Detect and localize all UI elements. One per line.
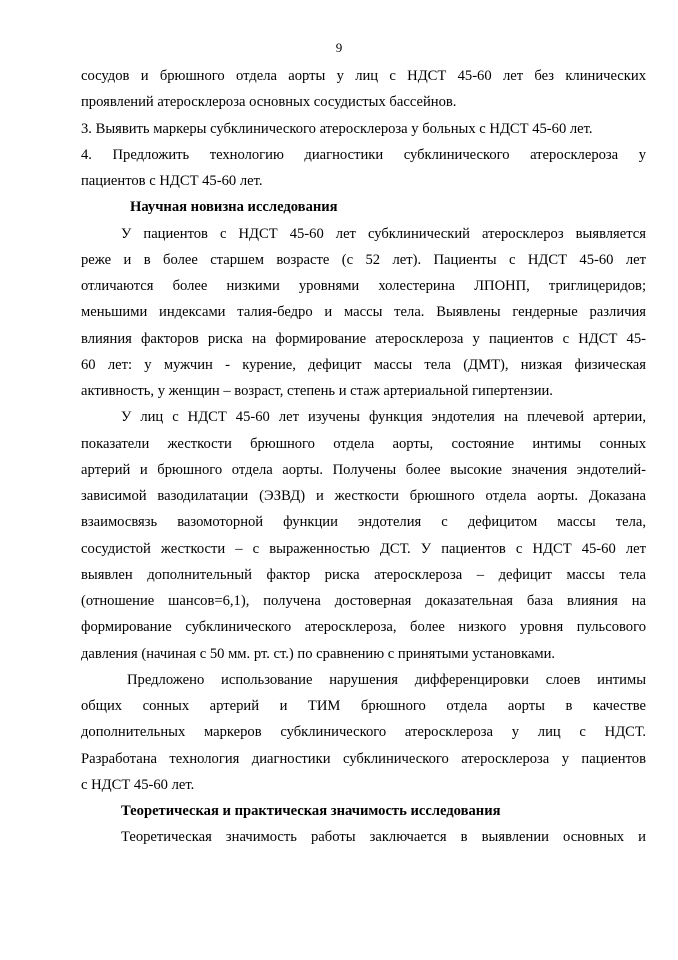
text-line: У пациентов с НДСТ 45-60 лет субклинический атеросклероз выявляется: [121, 225, 646, 242]
section-heading-significance: Теоретическая и практическая значимость исследования: [121, 803, 501, 819]
paragraph-novelty-3: [81, 667, 646, 798]
text-line: 4. Предложить технологию диагностики субклинического атеросклероза у: [81, 146, 646, 163]
text-line: сосудистой жесткости – с выраженностью ДСТ. У пациентов с НДСТ 45-60 лет: [81, 540, 646, 557]
text-line: Предложено использование нарушения дифференцировки слоев интимы: [127, 671, 646, 688]
text-line: Разработана технология диагностики субклинического атеросклероза у пациентов: [81, 750, 646, 767]
text-line: артерий и брюшного отдела аорты. Получены более высокие значения эндотелий-: [81, 461, 646, 478]
paragraph-continuation: [81, 63, 646, 116]
text-line: 3. Выявить маркеры субклинического атеросклероза у больных с НДСТ 45-60 лет.: [81, 120, 593, 137]
text-line: формирование субклинического атеросклероза, более низкого уровня пульсового: [81, 619, 646, 636]
paragraph-significance: [81, 824, 646, 850]
document-body: [81, 63, 646, 851]
text-line: общих сонных артерий и ТИМ брюшного отдела аорты в качестве: [81, 698, 646, 714]
text-line: дополнительных маркеров субклинического атеросклероза у лиц с НДСТ.: [81, 724, 646, 741]
text-line: реже и в более старшем возрасте (с 52 лет). Пациенты с НДСТ 45-60 лет: [81, 251, 646, 268]
text-line: проявлений атеросклероза основных сосудистых бассейнов.: [81, 94, 457, 111]
text-line: с НДСТ 45-60 лет.: [81, 776, 195, 793]
text-line: У лиц с НДСТ 45-60 лет изучены функция эндотелия на плечевой артерии,: [121, 409, 646, 426]
text-line: влияния факторов риска на формирование атеросклероза у пациентов с НДСТ 45-: [81, 330, 646, 347]
text-line: взаимосвязь вазомоторной функции эндотелия с дефицитом массы тела,: [81, 514, 646, 531]
list-item-3: [81, 116, 646, 142]
text-line: (отношение шансов=6,1), получена достоверная доказательная база влияния на: [81, 593, 646, 609]
text-line: 60 лет: у мужчин - курение, дефицит массы тела (ДМТ), низкая физическая: [81, 356, 646, 373]
paragraph-novelty-2: [81, 404, 646, 667]
text-line: пациентов с НДСТ 45-60 лет.: [81, 173, 263, 189]
paragraph-novelty-1: [81, 221, 646, 405]
text-line: Теоретическая значимость работы заключается в выявлении основных и: [121, 829, 646, 846]
text-line: зависимой вазодилатации (ЭЗВД) и жесткости брюшного отдела аорты. Доказана: [81, 488, 646, 504]
text-line: выявлен дополнительный фактор риска атеросклероза – дефицит массы тела: [81, 566, 646, 583]
list-item-4: [81, 142, 646, 195]
text-line: меньшими индексами талия-бедро и массы тела. Выявлены гендерные различия: [81, 304, 646, 321]
text-line: активность, у женщин – возраст, степень и стаж артериальной гипертензии.: [81, 383, 553, 399]
text-line: давления (начиная с 50 мм. рт. ст.) по сравнению с принятыми установками.: [81, 645, 556, 662]
text-line: отличаются более низкими уровнями холестерина ЛПОНП, триглицеридов;: [81, 278, 646, 294]
section-heading-novelty: Научная новизна исследования: [130, 199, 338, 216]
text-line: сосудов и брюшного отдела аорты у лиц с НДСТ 45-60 лет без клинических: [81, 68, 646, 84]
page-number: 9: [335, 40, 343, 55]
text-line: показатели жесткости брюшного отдела аорты, состояние интимы сонных: [81, 435, 646, 452]
